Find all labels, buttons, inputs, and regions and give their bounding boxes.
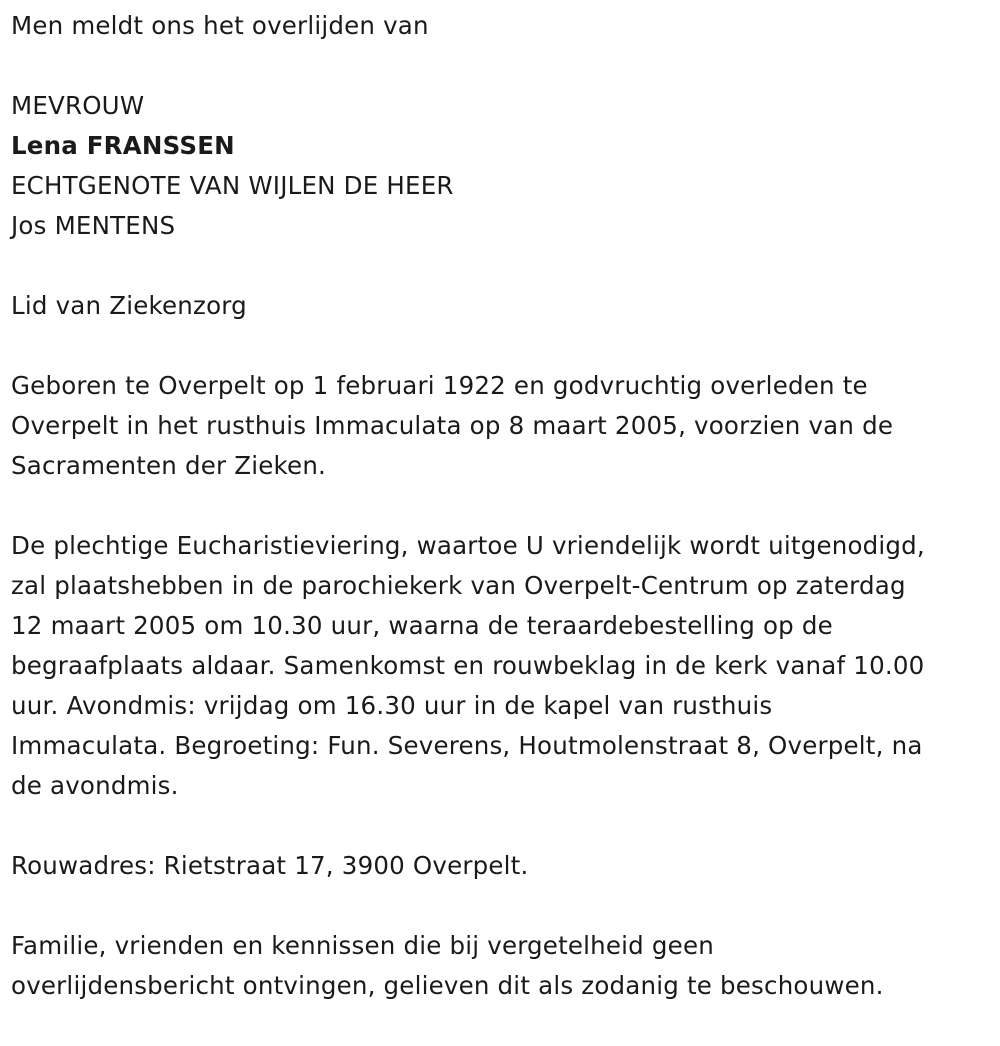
paragraph-line: begraafplaats aldaar. Samenkomst en rouwbeklag in de kerk vanaf 10.00	[11, 651, 925, 680]
paragraph-line: Overpelt in het rusthuis Immaculata op 8 maart 2005, voorzien van de	[11, 411, 894, 440]
ceremony-paragraph	[11, 526, 996, 806]
paragraph-line: uur. Avondmis: vrijdag om 16.30 uur in de kapel van rusthuis	[11, 691, 773, 720]
spouse-name: Jos MENTENS	[11, 211, 176, 240]
paragraph-line: De plechtige Eucharistieviering, waartoe U vriendelijk wordt uitgenodigd,	[11, 531, 925, 560]
paragraph-line: overlijdensbericht ontvingen, gelieven dit als zodanig te beschouwen.	[11, 971, 884, 1000]
birth-paragraph	[11, 366, 996, 486]
spacer	[11, 806, 996, 846]
membership-text: Lid van Ziekenzorg	[11, 291, 247, 320]
spacer	[11, 46, 996, 86]
intro-text: Men meldt ons het overlijden van	[11, 11, 429, 40]
paragraph-line: 12 maart 2005 om 10.30 uur, waarna de teraardebestelling op de	[11, 611, 833, 640]
spacer	[11, 246, 996, 286]
spacer	[11, 326, 996, 366]
paragraph-line: de avondmis.	[11, 771, 179, 800]
death-notice	[11, 6, 996, 1006]
paragraph-line: Immaculata. Begroeting: Fun. Severens, Houtmolenstraat 8, Overpelt, na	[11, 731, 923, 760]
closing-paragraph	[11, 926, 996, 1006]
spacer	[11, 886, 996, 926]
deceased-name: Lena FRANSSEN	[11, 131, 235, 160]
mourning-address: Rouwadres: Rietstraat 17, 3900 Overpelt.	[11, 851, 529, 880]
paragraph-line: Sacramenten der Zieken.	[11, 451, 327, 480]
paragraph-line: Familie, vrienden en kennissen die bij vergetelheid geen	[11, 931, 714, 960]
honorific: MEVROUW	[11, 91, 145, 120]
paragraph-line: zal plaatshebben in de parochiekerk van Overpelt-Centrum op zaterdag	[11, 571, 906, 600]
spacer	[11, 486, 996, 526]
paragraph-line: Geboren te Overpelt op 1 februari 1922 en godvruchtig overleden te	[11, 371, 868, 400]
relation-text: ECHTGENOTE VAN WIJLEN DE HEER	[11, 171, 454, 200]
